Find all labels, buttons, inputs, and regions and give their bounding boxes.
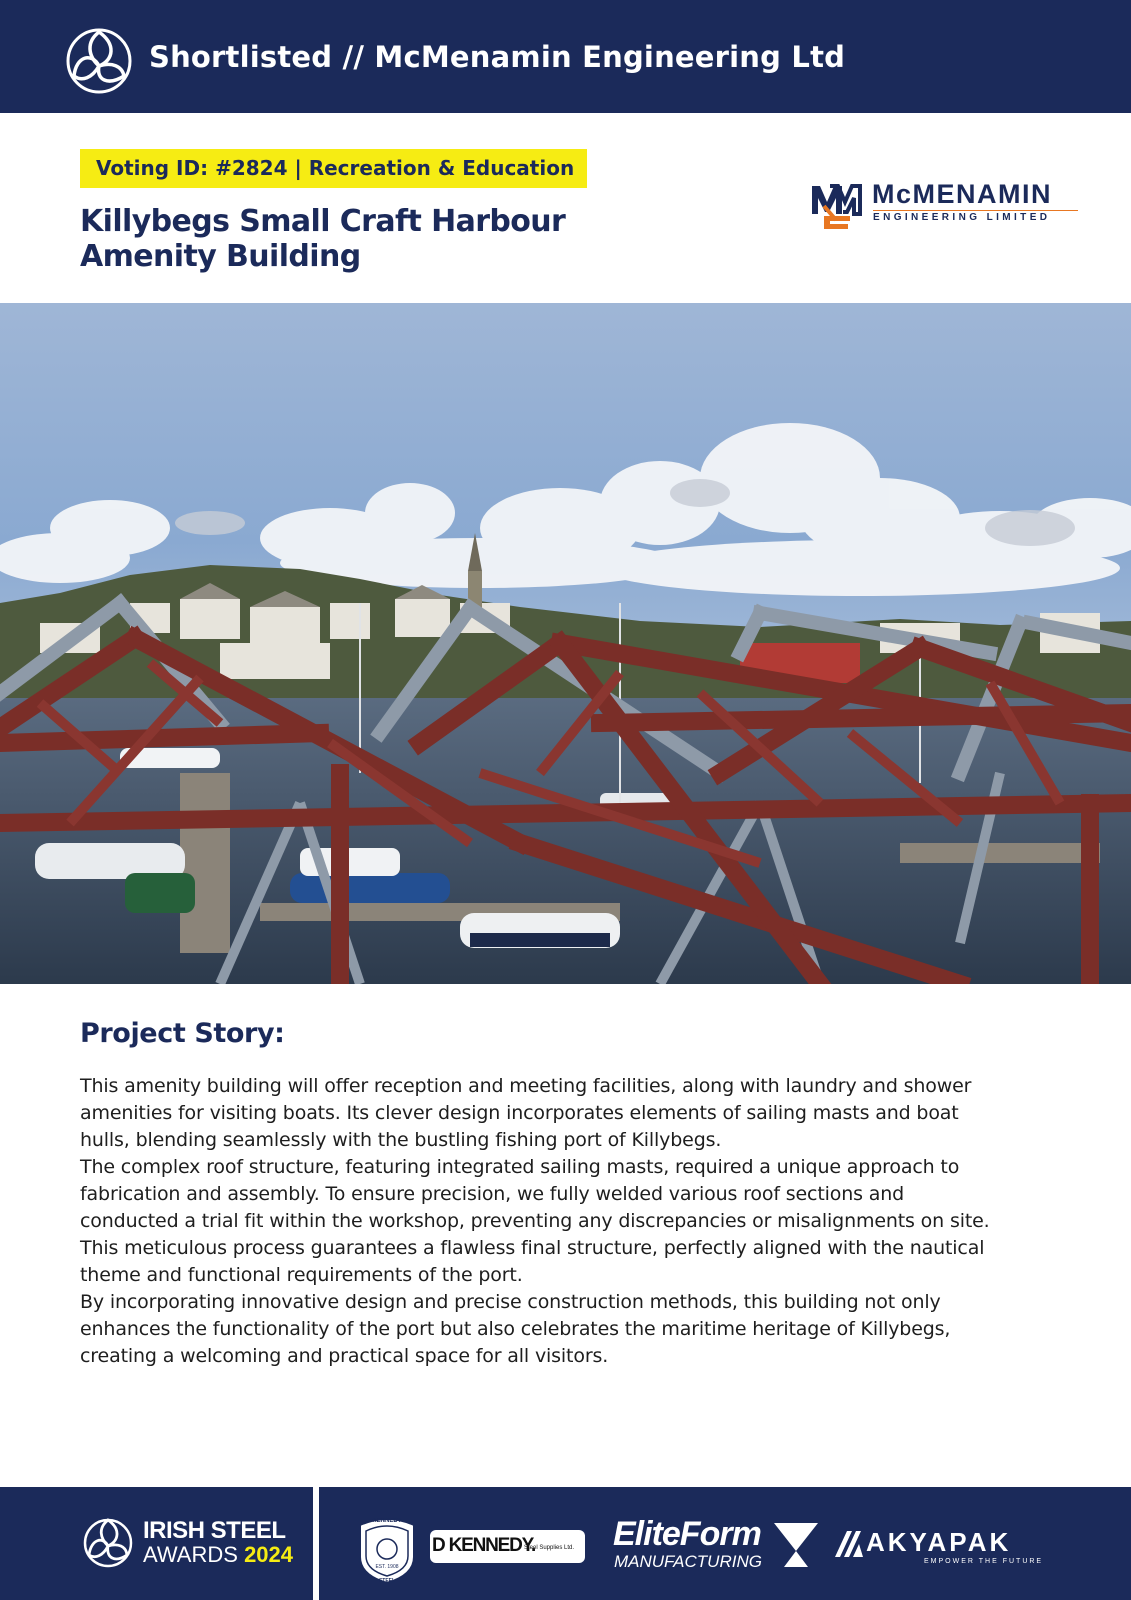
eliteform-triangle-icon — [772, 1521, 820, 1569]
triskele-icon — [82, 1515, 134, 1571]
voting-id-badge: Voting ID: #2824 | Recreation & Education — [80, 149, 587, 188]
project-title-line-1: Killybegs Small Craft Harbour — [80, 204, 566, 239]
project-title — [80, 204, 700, 274]
mcmenamin-logo — [810, 176, 1080, 232]
eliteform-logo-name: EliteForm — [613, 1515, 761, 1553]
story-line: fabrication and assembly. To ensure precision, we fully welded various roof sections and — [80, 1183, 905, 1205]
crest-est-text: EST. 1908 — [375, 1564, 399, 1570]
story-line: enhances the functionality of the port but also celebrates the maritime heritage of Killybegs, — [80, 1318, 951, 1340]
irish-steel-awards-line2 — [143, 1542, 293, 1568]
crest-top-text: KENNEDY — [372, 1518, 402, 1524]
story-heading: Project Story: — [80, 1018, 285, 1049]
story-line: creating a welcoming and practical space for all visitors. — [80, 1345, 609, 1367]
header-title: Shortlisted // McMenamin Engineering Ltd — [149, 40, 846, 74]
story-line: conducted a trial fit within the workshop, preventing any discrepancies or misalignments on site. — [80, 1210, 990, 1232]
story-line: hulls, blending seamlessly with the bustling fishing port of Killybegs. — [80, 1129, 722, 1151]
akyapak-logo-sub: EMPOWER THE FUTURE — [924, 1558, 1044, 1565]
dkennedy-logo-name: D KENNEDY. — [432, 1535, 536, 1556]
mcmenamin-mark-icon — [810, 176, 864, 232]
story-line: amenities for visiting boats. Its clever design incorporates elements of sailing masts and boat — [80, 1102, 959, 1124]
footer-divider — [313, 1487, 319, 1600]
mcmenamin-logo-rule — [873, 210, 1078, 211]
mcmenamin-logo-name: McMENAMIN — [872, 179, 1052, 209]
story-line: The complex roof structure, featuring integrated sailing masts, required a unique approach to — [80, 1156, 960, 1178]
project-photo — [0, 303, 1131, 984]
mcmenamin-logo-subtitle: ENGINEERING LIMITED — [873, 212, 1051, 223]
project-title-line-2: Amenity Building — [80, 239, 361, 274]
story-line: theme and functional requirements of the port. — [80, 1264, 523, 1286]
story-line: This amenity building will offer reception and meeting facilities, along with laundry and shower — [80, 1075, 972, 1097]
irish-steel-awards-line1: IRISH STEEL — [143, 1517, 286, 1544]
dkennedy-logo-sub: Steel Supplies Ltd. — [524, 1545, 575, 1551]
story-line: By incorporating innovative design and precise construction methods, this building not only — [80, 1291, 941, 1313]
kennedy-steel-crest — [350, 1511, 424, 1587]
akyapak-logo-name: AKYAPAK — [866, 1527, 1012, 1557]
triskele-icon — [64, 26, 134, 96]
irish-steel-awards-year: 2024 — [244, 1542, 294, 1567]
story-body — [80, 1073, 1080, 1370]
story-line: This meticulous process guarantees a flawless final structure, perfectly aligned with the nautical — [80, 1237, 985, 1259]
header-bar — [0, 0, 1131, 113]
harbour-steel-frame-image — [0, 303, 1131, 984]
footer-bar — [0, 1487, 1131, 1600]
irish-steel-awards-word: AWARDS — [143, 1542, 238, 1567]
eliteform-logo-sub: MANUFACTURING — [614, 1552, 762, 1571]
crest-bottom-text: STEEL — [378, 1578, 396, 1584]
akyapak-chevron-icon — [835, 1531, 867, 1557]
